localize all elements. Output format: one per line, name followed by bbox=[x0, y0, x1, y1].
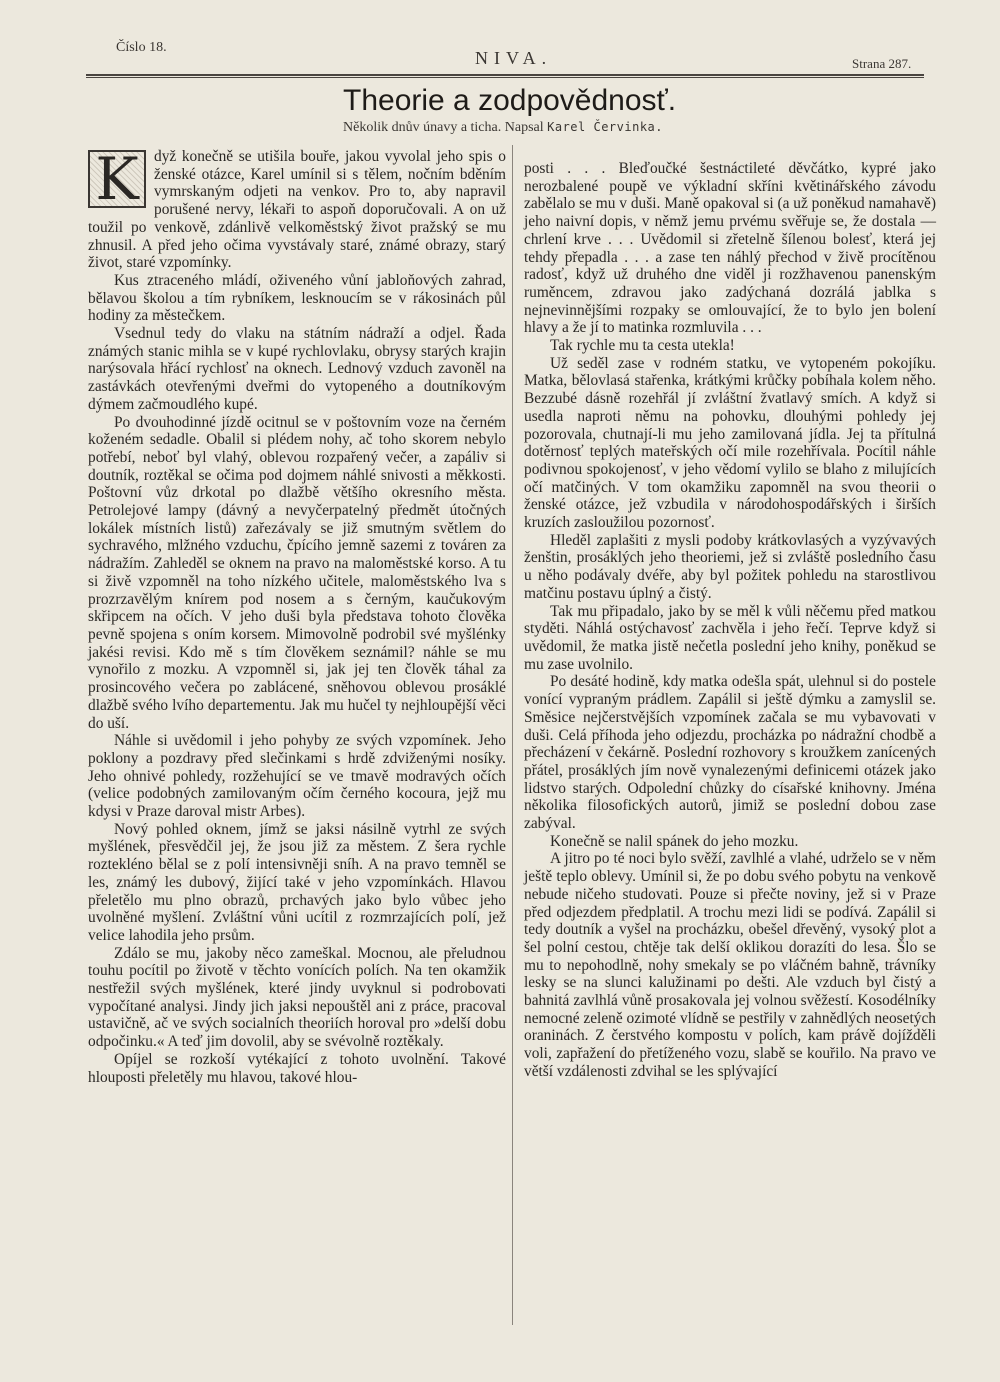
paragraph: A jitro po té noci bylo svěží, zavlhlé a vlahé, udrželo se v něm ještě teplo oblevy. Umínil si, že po dobu svého pobytu na venkově nebude ničeho studovati. Pouze si přečte noviny, jež si v Praze před odjezdem předplatil. A trochu mezi lidi se podívá. Zapálil si tedy doutník a vyšel na procházku, obešel dřevěný, vysoký plot a šel polní cestou, chtěje tak delší oklikou dorazíti do lesa. Šlo se mu to nepohodlně, nohy smekaly se po vláčném bahně, trávníky lesky se na slunci kalužinami po dešti. Ale vzduch byl čistý a bahnitá zavlhlá vůně prosakovala jej volnou svěžestí. Kosodélníky nemocné zeleně ozimoté vlídně se pestřily v zahnědlých neosetých oraninách. Z čerstvého kompostu v polích, kam právě dojížděli voli, zapřažení do přetíženého vozu, slabě se kouřilo. Na pravo ve větší vzdálenosti zdvihal se les splývající bbox=[524, 850, 936, 1080]
issue-number: Číslo 18. bbox=[116, 40, 167, 55]
paragraph: Po desáté hodině, kdy matka odešla spát, ulehnul si do postele vonící vypraným prádlem. Zapálil si ještě dýmku a zamyslil se. Směsice nejčerstvějších vzpomínek začala se mu vybavovati v duši. Celá příhoda jeho odjezdu, procházka po nádražní chodbě a přecházení v čekárně. Poslední rozhovory s kroužkem zanícených přátel, prosáklých jím nově vynalezenými definicemi otázek jako lidstvo starých. Odpolední chůzky do císařské knihovny. Jména několika filosofických autorů, jimiž se poslední dobou zase zabýval. bbox=[524, 673, 936, 833]
paragraph: Zdálo se mu, jakoby něco zameškal. Mocnou, ale přeludnou touhu pocítil po životě v těchto vonících polích. Na ten okamžik nestřežil svých myšlének, které jindy uvyknul si podrobovati vypočítané analysi. Jindy jich jaksi nepouštěl ani z práce, pracoval ustavičně, ač ve svých socialních theoriích horoval pro »delší dobu odpočinku.« A teď jim dovolil, aby se svévolně roztěkaly. bbox=[88, 944, 506, 1051]
right-column bbox=[524, 160, 936, 1081]
drop-cap: K bbox=[88, 150, 146, 208]
subtitle-prefix: Několik dnův únavy a ticha. Napsal bbox=[343, 120, 548, 135]
column-divider bbox=[512, 145, 513, 1325]
paragraph: Opíjel se rozkoší vytékající z tohoto uvolnění. Takové hlouposti přeletěly mu hlavou, takové hlou- bbox=[88, 1050, 506, 1086]
paragraph: Už seděl zase v rodném statku, ve vytopeném pokojíku. Matka, bělovlasá stařenka, krátkými krůčky pobíhala kolem něho. Bezzubé dásně rozehřál jí zvláštní žvatlavý smích. A když si usedla naproti němu na pohovku, dlouhými pohledy jej pozorovala, chutnají-li mu jeho zamilovaná jídla. Jej ta přítulná dotěrnosť teplých mateřských očí mile rozehřívala. Pocítil náhle podivnou spokojenosť, v jeho vědomí vylilo se blaho z milujících očí matčiných. V tom okamžiku zapomněl na svou theorii o ženské otázce, jež vzbudila v národohospodářských i širších kruzích zasloužilou pozornosť. bbox=[524, 354, 936, 532]
paragraph: Konečně se nalil spánek do jeho mozku. bbox=[550, 832, 799, 850]
magazine-title: NIVA. bbox=[475, 48, 553, 68]
page-number: Strana 287. bbox=[852, 56, 912, 71]
article-title: Theorie a zodpovědnosť. bbox=[343, 84, 677, 117]
paragraph: Hleděl zaplašiti z mysli podoby krátkovlasých a vyzývavých ženštin, prosáklých jeho theoriemi, jež si zvláště posledního času u něho podávaly dvéře, aby byl požitek pohledu na starostlivou matčinu postavu úplný a čistý. bbox=[524, 531, 936, 602]
paragraph: Náhle si uvědomil i jeho pohyby ze svých vzpomínek. Jeho poklony a pozdravy před slečinkami s hrdě zdviženými nosíky. Jeho ohnivé pohledy, rozžehující se ve tmavě modravých očích (velice podobných zamilovaným očím černého kocoura, jejž mu kdysi v Praze daroval mistr Arbes). bbox=[88, 732, 506, 821]
paragraph: K dyž konečně se utišila bouře, jakou vyvolal jeho spis o ženské otázce, Karel umínil si s tělem, nočním bděním vymrskaným odjeti na venkov. Pro to, aby napravil porušené nervy, lékaři to aspoň doporučovali. A on už toužil po venkově, zdánlivě velkoměstský život pražský se mu zhnusil. A před jeho očima vyvstávaly staré, známé obrazy, starý život, staré vzpomínky. bbox=[88, 145, 506, 272]
paragraph: Tak rychle mu ta cesta utekla! bbox=[550, 337, 735, 355]
paragraph: Kus ztraceného mládí, oživeného vůní jabloňových zahrad, bělavou školou a tím rybníkem, lesknoucím se v rákosinách půl hodiny za městečkem. bbox=[88, 271, 506, 325]
header-rule bbox=[86, 74, 924, 78]
paragraph: Vsednul tedy do vlaku na státním nádraží a odjel. Řada známých stanic mihla se v kupé rychlovlaku, obrysy starých krajin narýsovala hřácí rychlosť na oknech. Lednový vzduch zavoněl na zastávkách otevřenými dveřmi do vytopeného a doutníkovým dýmem začmoudlého kupé. bbox=[88, 325, 506, 413]
paragraph: posti . . . Bleďoučké šestnáctileté děvčátko, kypré jako nerozbalené poupě ve výkladní skříni květinářského závodu zabělalo se mu v duši. Maně opakoval si (a už poněkud namahavě) jeho naivní dopis, v němž jemu prvému svěřuje se, že dostala — chrlení krve . . . Uvědomil si zřetelně šílenou bolesť, která jej tehdy přepadla . . . a zase ten náhlý přechod v živě procítěnou radosť, když už druhého dne viděl ji rozžhavenou panenským ruměncem, zdravou jako zadýchaná dozrálá jablka s nejnevinnějšími rozpaky se omlouvající, že to bylo jen bolení hlavy a že jí to matinka rozmluvila . . . bbox=[524, 160, 936, 337]
paragraph: Po dvouhodinné jízdě ocitnul se v poštovním voze na černém koženém sedadle. Obalil si plédem nohy, ač toho skorem nebylo potřebí, neboť byl vlahý, oblevou rozpařený večer, a zapáliv si doutník, roztěkal se očima pod dojmem náhlé snivosti a měkkosti. Poštovní vůz drkotal po dlažbě většího okresního města. Petrolejové lampy (dávný a nevyčerpatelný předmět útočných lokálek místních listů) zařezávaly se již smutným světlem do sychravého, mlžného vzduchu, čpícího jemně sazemi z továren za nádražím. Zahleděl se oknem na pravo na maloměstské korso. A tu si živě vzpomněl na toho nízkého učitele, maloměstského lva s prozrzavělým knírem pod nosem a s černým, kaučukovým skřipcem na očích. V jeho duši byla představa tohoto člověka pevně spojena s oním korsem. Mimovolně podrobil své myšlénky jakési revisi. Kdo mě s tím člověkem seznámil? náhle se mu vynořilo z mozku. A vzpomněl si, jak jej ten člověk táhal za prosincového večera po zablácené, sněhovou oblevou prosáklé dlažbě svého lvího departementu. Jak mu hučel ty nejhloupější věci do uší. bbox=[88, 413, 506, 732]
paragraph: Tak mu připadalo, jako by se měl k vůli něčemu před matkou styděti. Náhlá ostýchavosť zachvěla i jeho řečí. Teprve když si uvědomil, že matka jistě nečetla poslední jeho knihy, poněkud se mu zase uvolnilo. bbox=[524, 602, 936, 673]
article-subtitle bbox=[343, 120, 663, 136]
left-column bbox=[88, 145, 506, 1086]
author-name: Karel Červinka. bbox=[547, 120, 663, 134]
paragraph: Nový pohled oknem, jímž se jaksi násilně vytrhl ze svých myšlének, přesvědčil jej, že jsou již za městem. Z šera rychle roztekléno bělal se z polí intensivněji sníh. A na pravo temněl se les, známý les dubový, žijící také v jeho vzpomínkách. Hlavou přeletělo mu plno obrazů, prchavých jako bylo vůbec jeho uvolněné myšlení. Zvláštní vůni ucítil z rozmrzajících polí, jež velice lahodila jeho prsům. bbox=[88, 820, 506, 944]
